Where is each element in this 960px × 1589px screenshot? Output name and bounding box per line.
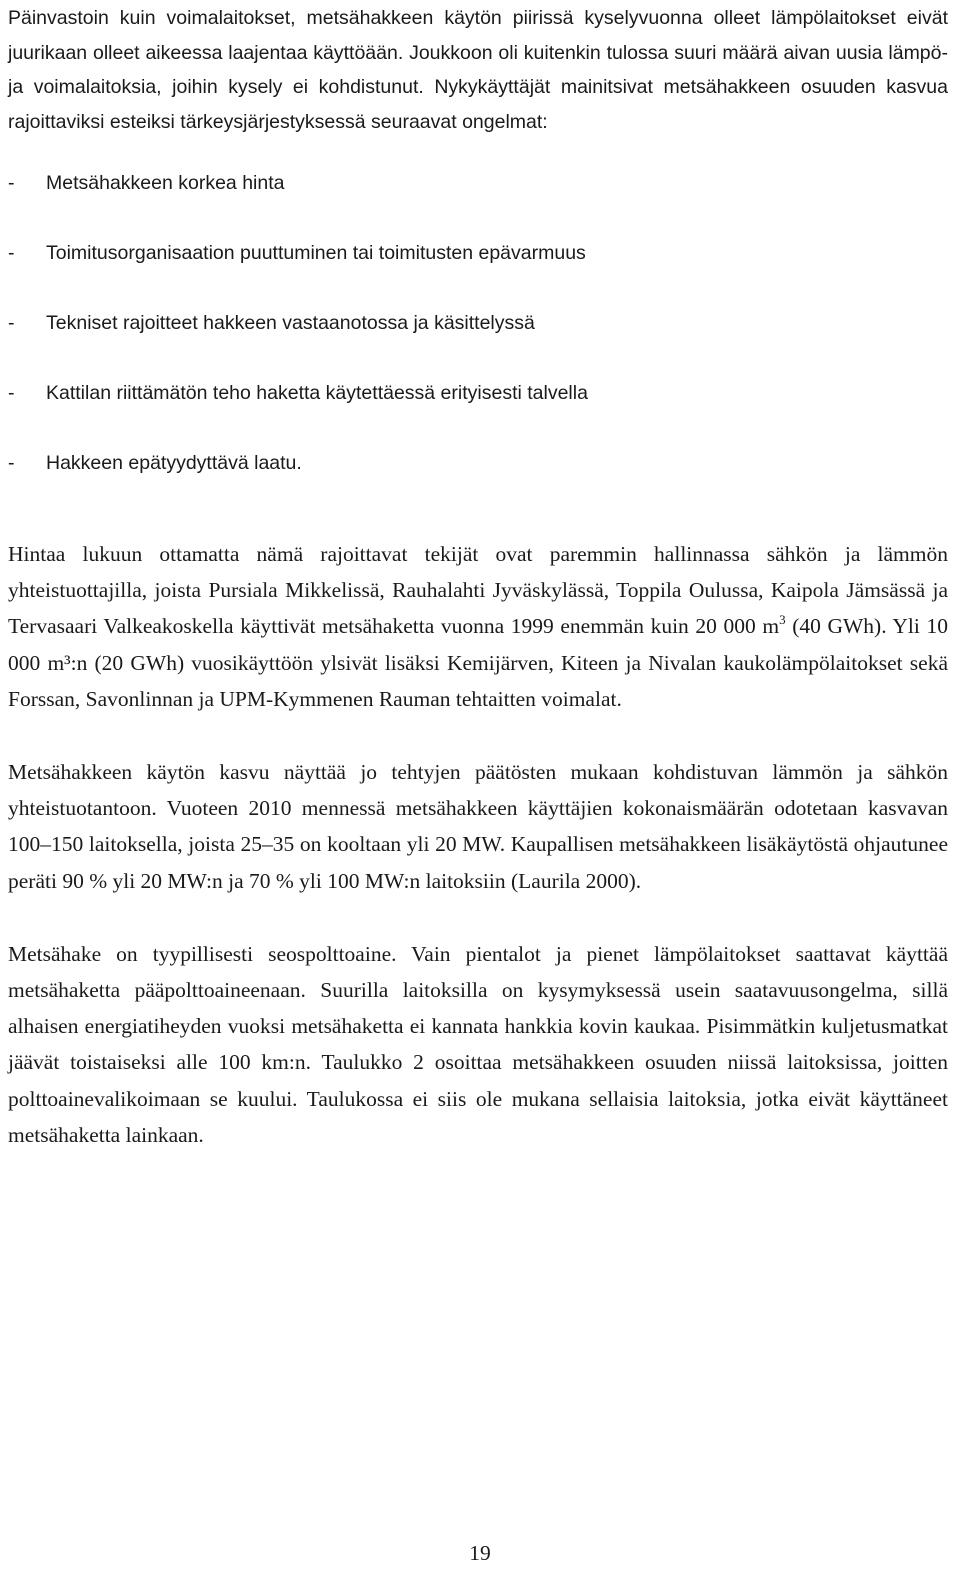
intro-paragraph: Päinvastoin kuin voimalaitokset, metsähakkeen käytön piirissä kyselyvuonna olleet lämpölaitokset eivät juurikaan olleet aikeessa laajentaa käyttöään. Joukkoon oli kuitenkin tulossa suuri määrä aivan uusia lämpö- ja voimalaitoksia, joihin kysely ei kohdistunut. Nykykäyttäjät mainitsivat metsähakkeen osuuden kasvua rajoittaviksi esteiksi tärkeysjärjestyksessä seuraavat ongelmat:	[8, 7, 948, 133]
growth-paragraph: Metsähakkeen käytön kasvu näyttää jo tehtyjen päätösten mukaan kohdistuvan lämmön ja sähkön yhteistuotantoon. Vuoteen 2010 mennessä metsähakkeen käyttäjien kokonaismäärän odotetaan kasvavan 100–150 laitoksella, joista 25–35 on kooltaan yli 20 MW. Kaupallisen metsähakkeen lisäkäytöstä ohjautunee peräti 90 % yli 20 MW:n ja 70 % yli 100 MW:n laitoksiin (Laurila 2000).	[8, 760, 948, 893]
list-item-text: Metsähakkeen korkea hinta	[46, 172, 285, 194]
list-item	[8, 446, 948, 516]
mixed-fuel-paragraph: Metsähake on tyypillisesti seospolttoaine. Vain pientalot ja pienet lämpölaitokset saattavat käyttää metsähaketta pääpolttoaineenaan. Suurilla laitoksilla on kysymyksessä usein saatavuusongelma, sillä alhaisen energiatiheyden vuoksi metsähaketta ei kannata hankkia kovin kaukaa. Pisimmätkin kuljetusmatkat jäävät toistaiseksi alle 100 km:n. Taulukko 2 osoittaa metsähakkeen osuuden niissä laitoksissa, joitten polttoainevalikoimaan se kuului. Taulukossa ei siis ole mukana sellaisia laitoksia, jotka eivät käyttäneet metsähaketta lainkaan.	[8, 941, 948, 1147]
list-dash: -	[8, 172, 15, 194]
list-item	[8, 376, 948, 446]
list-item-text: Hakkeen epätyydyttävä laatu.	[46, 452, 302, 474]
list-dash: -	[8, 242, 15, 264]
list-item-text: Tekniset rajoitteet hakkeen vastaanotossa ja käsittelyssä	[46, 312, 535, 334]
list-dash: -	[8, 382, 15, 404]
list-item-text: Kattilan riittämätön teho haketta käytettäessä erityisesti talvella	[46, 382, 588, 404]
list-item-text: Toimitusorganisaation puuttuminen tai toimitusten epävarmuus	[46, 242, 586, 264]
list-dash: -	[8, 312, 15, 334]
list-item	[8, 166, 948, 236]
document-page	[8, 0, 948, 1153]
cogeneration-paragraph	[8, 536, 948, 717]
page-number: 19	[469, 1541, 491, 1565]
list-item	[8, 236, 948, 306]
superscript-exponent: 3	[779, 612, 786, 628]
list-item	[8, 306, 948, 376]
list-dash: -	[8, 452, 15, 474]
paragraph-text-part: (40 GWh). Yli 10 000 m³:n (20 GWh) vuosikäyttöön ylsivät lisäksi Kemijärven, Kiteen ja Nivalan kaukolämpölaitokset sekä Forssan, Savonlinnan ja UPM-Kymmenen Rauman tehtaitten voimalat.	[8, 614, 948, 711]
paragraph-text-part: Hintaa lukuun ottamatta nämä rajoittavat tekijät ovat paremmin hallinnassa sähkön ja lämmön yhteistuottajilla, joista Pursiala Mikkelissä, Rauhalahti Jyväskylässä, Toppila Oulussa, Kaipola Jämsässä ja Tervasaari Valkeakoskella käyttivät metsähaketta vuonna 1999 enemmän kuin 20 000 m	[8, 542, 948, 639]
obstacle-list	[8, 166, 948, 516]
